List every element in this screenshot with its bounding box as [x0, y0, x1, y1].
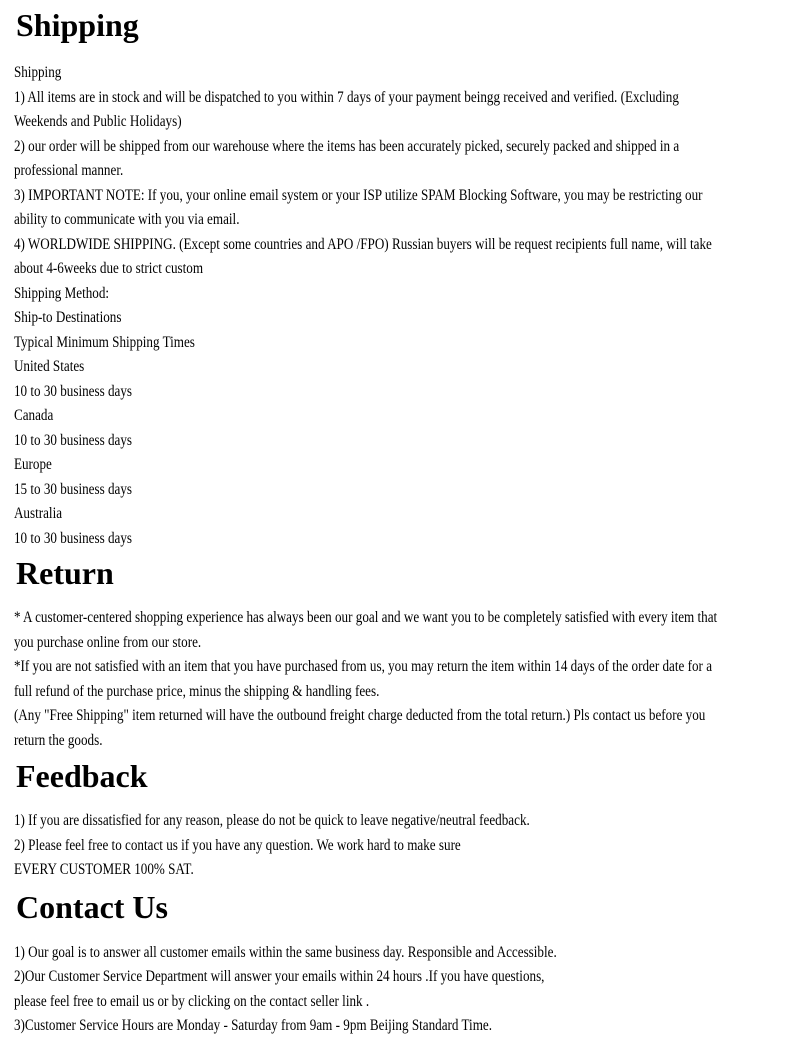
text-line: 4) WORLDWIDE SHIPPING. (Except some countries and APO /FPO) Russian buyers will be request recipients full name, will take: [13, 235, 712, 253]
feedback-heading: Feedback: [16, 758, 148, 794]
text-line: you purchase online from our store.: [13, 633, 202, 651]
shipping-time-value: 10 to 30 business days: [13, 431, 133, 449]
text-line: EVERY CUSTOMER 100% SAT.: [13, 861, 194, 878]
section-contact-us: [0, 887, 800, 1039]
text-line: 2) Please feel free to contact us if you have any question. We work hard to make sure: [13, 836, 461, 854]
text-line: 1) All items are in stock and will be dispatched to you within 7 days of your payment beingg received and verified. (Excluding: [13, 88, 679, 106]
text-line: 2) our order will be shipped from our warehouse where the items has been accurately picked, securely packed and shipped in a: [13, 137, 680, 155]
section-shipping: [0, 5, 800, 551]
text-line: 3)Customer Service Hours are Monday - Saturday from 9am - 9pm Beijing Standard Time.: [13, 1017, 493, 1034]
text-line: Shipping: [13, 64, 62, 81]
shipping-heading: Shipping: [16, 7, 139, 43]
text-line: professional manner.: [13, 162, 124, 179]
section-return: [0, 553, 800, 753]
text-line: * A customer-centered shopping experience has always been our goal and we want you to be completely satisfied with every item that: [13, 609, 718, 626]
destination-australia: Australia: [13, 505, 63, 522]
ship-to-destinations-label: Ship-to Destinations: [13, 309, 122, 326]
text-line: ability to communicate with you via email.: [13, 211, 240, 228]
text-line: 2)Our Customer Service Department will answer your emails within 24 hours .If you have questions,: [13, 968, 545, 985]
contact-seller-line: please feel free to email us or by clicking on the contact seller link .: [13, 992, 370, 1010]
destination-united-states: United States: [13, 358, 85, 375]
contact-us-heading: Contact Us: [16, 888, 168, 925]
text-line: 1) If you are dissatisfied for any reason, please do not be quick to leave negative/neutral feedback.: [13, 812, 530, 829]
text-line: *If you are not satisfied with an item that you have purchased from us, you may return the item within 14 days of the order date for a: [13, 658, 713, 675]
shipping-time-value: 10 to 30 business days: [13, 529, 133, 547]
text-line: return the goods.: [13, 731, 103, 749]
text-line: full refund of the purchase price, minus the shipping & handling fees.: [13, 682, 380, 700]
shipping-times-label: Typical Minimum Shipping Times: [13, 333, 195, 351]
text-line: 1) Our goal is to answer all customer emails within the same business day. Responsible and Accessible.: [13, 943, 557, 961]
shipping-time-value: 10 to 30 business days: [13, 382, 133, 400]
text-line: about 4-6weeks due to strict custom: [13, 260, 204, 277]
text-line: 3) IMPORTANT NOTE: If you, your online email system or your ISP utilize SPAM Blocking Software, you may be restricting our: [13, 186, 703, 204]
text-line: Weekends and Public Holidays): [13, 113, 182, 130]
shipping-method-label: Shipping Method:: [13, 284, 110, 302]
return-heading: Return: [16, 555, 114, 591]
section-feedback: [0, 756, 800, 883]
destination-canada: Canada: [13, 407, 54, 424]
shipping-time-value: 15 to 30 business days: [13, 480, 133, 498]
text-line: (Any "Free Shipping" item returned will have the outbound freight charge deducted from the total return.) Pls contact us before you: [13, 707, 706, 724]
destination-europe: Europe: [13, 456, 52, 473]
